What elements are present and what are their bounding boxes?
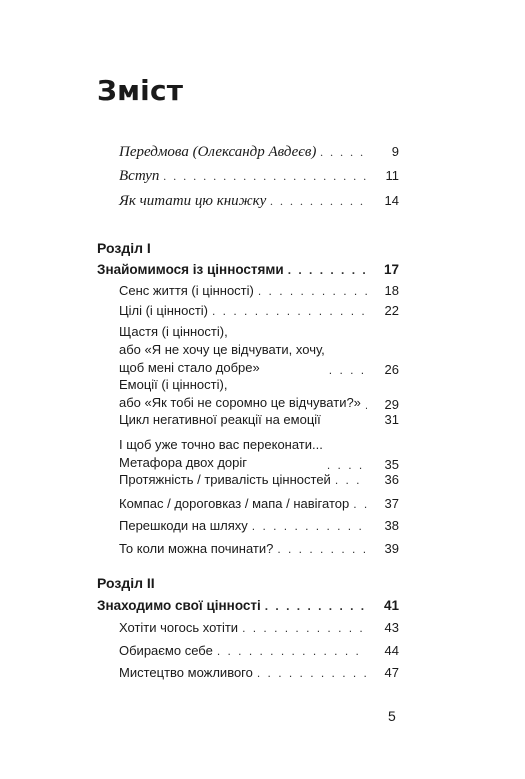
leader-dots — [163, 169, 367, 184]
toc-entry-title: То коли можна починати? — [119, 541, 274, 556]
toc-entry[interactable] — [119, 303, 399, 318]
leader-dots — [327, 458, 367, 472]
toc-entry-page: 39 — [384, 541, 399, 556]
toc-entry-foreword[interactable] — [119, 144, 399, 161]
leader-dots — [335, 473, 367, 487]
toc-entry-page: 11 — [385, 168, 399, 183]
section-heading-title: Знаходимо свої цінності — [97, 598, 261, 613]
toc-entry-title: Вступ — [119, 168, 160, 184]
section-label: Розділ ІІ — [97, 575, 155, 591]
leader-dots — [365, 398, 367, 412]
toc-entry-page: 35 — [384, 457, 399, 472]
toc-entry-title: Мистецтво можливого — [119, 665, 253, 680]
leader-dots — [353, 497, 367, 511]
leader-dots — [288, 263, 367, 277]
toc-entry[interactable] — [119, 412, 399, 427]
toc-entry-page: 22 — [384, 303, 399, 318]
toc-entry-title: Протяжність / тривалість цінностей — [119, 472, 331, 487]
toc-entry-page: 47 — [384, 665, 399, 680]
leader-dots — [329, 363, 367, 377]
toc-entry[interactable] — [119, 496, 399, 511]
toc-entry[interactable] — [119, 620, 399, 635]
toc-entry-page: 26 — [384, 362, 399, 377]
toc-entry-title: Цикл негативної реакції на емоції — [119, 412, 321, 427]
toc-entry-line: або «Як тобі не соромно це відчувати?» — [119, 395, 361, 410]
toc-entry-page: 9 — [391, 144, 399, 159]
section-label: Розділ І — [97, 240, 151, 256]
toc-entry-page: 37 — [384, 496, 399, 511]
leader-dots — [217, 644, 367, 658]
leader-dots — [265, 599, 367, 613]
toc-entry-title: Перешкоди на шляху — [119, 518, 248, 533]
leader-dots — [320, 145, 367, 160]
toc-entry-title: Як читати цю книжку — [119, 193, 267, 209]
section-heading-page: 17 — [383, 262, 399, 277]
toc-entry[interactable] — [119, 376, 399, 412]
toc-entry-title — [119, 323, 325, 377]
toc-entry[interactable] — [119, 323, 399, 377]
toc-entry-page: 36 — [384, 472, 399, 487]
section-heading[interactable] — [97, 262, 399, 277]
toc-entry-title — [119, 436, 323, 472]
toc-entry-page: 43 — [384, 620, 399, 635]
toc-entry-page: 14 — [384, 193, 399, 208]
toc-entry-title: Сенс життя (і цінності) — [119, 283, 254, 298]
toc-entry[interactable] — [119, 541, 399, 556]
toc-entry-page: 31 — [384, 412, 399, 427]
toc-entry-title — [119, 376, 361, 412]
toc-entry[interactable] — [119, 665, 399, 680]
section-heading-page: 41 — [383, 598, 399, 613]
section-heading-title: Знайомимося із цінностями — [97, 262, 284, 277]
leader-dots — [257, 666, 367, 680]
toc-entry-line: Щастя (і цінності), — [119, 324, 228, 339]
toc-entry-title: Цілі (і цінності) — [119, 303, 209, 318]
toc-entry-page: 44 — [384, 643, 399, 658]
leader-dots — [258, 284, 367, 298]
toc-entry[interactable] — [119, 518, 399, 533]
toc-entry-title: Хотіти чогось хотіти — [119, 620, 239, 635]
toc-entry-line: або «Я не хочу це відчувати, хочу, — [119, 342, 325, 357]
section-heading[interactable] — [97, 598, 399, 613]
toc-entry-title: Передмова (Олександр Авдеєв) — [119, 144, 317, 160]
toc-entry[interactable] — [119, 643, 399, 658]
toc-entry[interactable] — [119, 283, 399, 298]
toc-entry[interactable] — [119, 436, 399, 472]
leader-dots — [277, 542, 367, 556]
toc-entry-page: 29 — [384, 397, 399, 412]
toc-entry-line: Емоції (і цінності), — [119, 377, 228, 392]
toc-entry-line: І щоб уже точно вас переконати... — [119, 437, 323, 452]
page-number: 5 — [388, 708, 396, 724]
toc-entry[interactable] — [119, 472, 399, 487]
toc-entry-line: Метафора двох доріг — [119, 455, 248, 470]
toc-entry-page: 18 — [384, 283, 399, 298]
leader-dots — [252, 519, 367, 533]
leader-dots — [242, 621, 367, 635]
toc-entry-title: Обираємо себе — [119, 643, 213, 658]
leader-dots — [212, 304, 367, 318]
toc-entry-how-to-read[interactable] — [119, 193, 399, 210]
toc-entry-title: Компас / дороговказ / мапа / навігатор — [119, 496, 350, 511]
toc-entry-page: 38 — [384, 518, 399, 533]
toc-entry-introduction[interactable] — [119, 168, 399, 185]
toc-entry-line: щоб мені стало добре» — [119, 360, 260, 375]
page-title: Зміст — [97, 74, 184, 107]
leader-dots — [270, 194, 367, 209]
